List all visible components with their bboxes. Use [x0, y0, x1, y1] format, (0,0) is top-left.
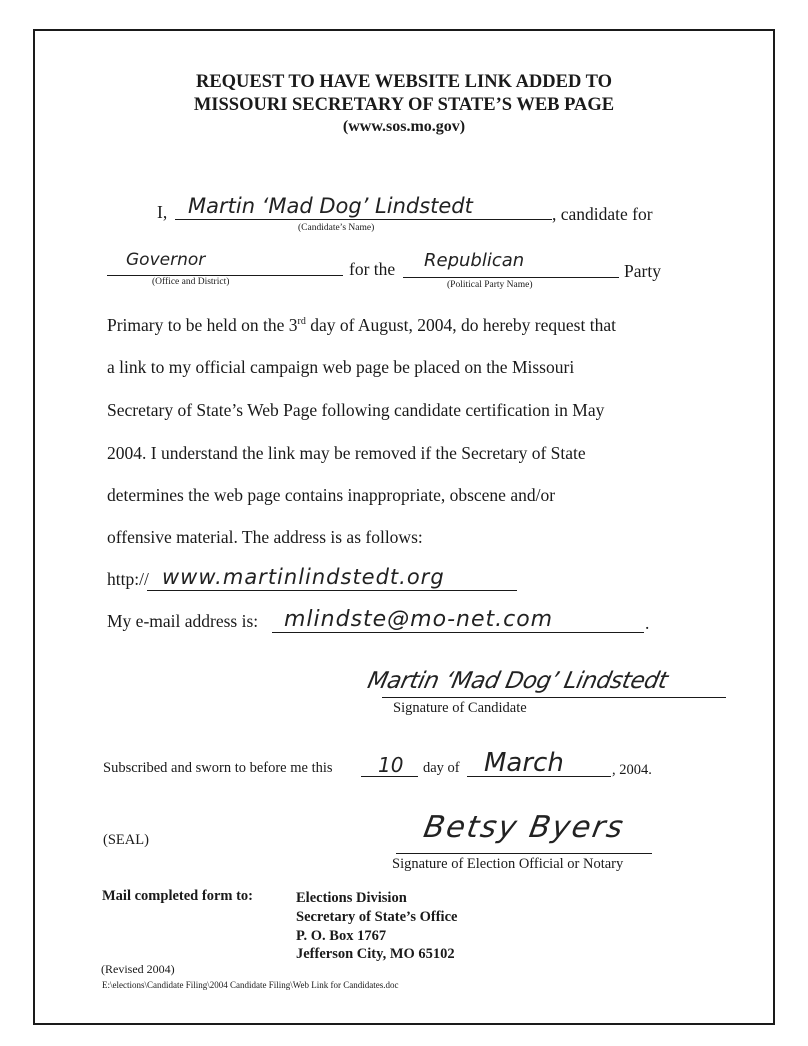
web-address-handwritten: www.martinlindstedt.org	[162, 565, 445, 589]
for-the-text: for the	[349, 259, 396, 279]
candidate-name-handwritten: Martin ‘Mad Dog’ Lindstedt	[188, 194, 473, 218]
form-site-url: (www.sos.mo.gov)	[342, 118, 466, 135]
sworn-text-a: Subscribed and sworn to before me this	[103, 760, 333, 776]
office-line	[107, 275, 343, 276]
web-prefix: http://	[107, 569, 149, 589]
sworn-day-handwritten: 10	[378, 753, 404, 777]
mail-line-2: Secretary of State’s Office	[296, 909, 458, 925]
paragraph-line-2: a link to my official campaign web page be placed on the Missouri	[107, 357, 575, 377]
email-period: .	[645, 613, 650, 633]
candidate-signature-line	[382, 697, 726, 698]
candidate-for-text: , candidate for	[552, 204, 653, 224]
party-line	[403, 277, 619, 278]
candidate-signature-handwritten: Martin ‘Mad Dog’ Lindstedt	[365, 668, 670, 694]
paragraph-line-3: Secretary of State’s Web Page following candidate certification in May	[107, 400, 605, 420]
mail-line-4: Jefferson City, MO 65102	[296, 946, 455, 962]
seal-label: (SEAL)	[103, 832, 149, 848]
party-word: Party	[624, 261, 661, 281]
candidate-prefix: I,	[157, 202, 168, 222]
paragraph-line-6: offensive material. The address is as follows:	[107, 527, 423, 547]
party-handwritten: Republican	[424, 250, 525, 271]
form-title-line1: REQUEST TO HAVE WEBSITE LINK ADDED TO	[195, 72, 613, 92]
office-caption: (Office and District)	[152, 277, 230, 287]
sworn-month-line	[467, 776, 611, 777]
official-signature-caption: Signature of Election Official or Notary	[392, 856, 624, 872]
candidate-name-caption: (Candidate’s Name)	[298, 223, 375, 233]
mail-line-1: Elections Division	[296, 890, 407, 906]
office-handwritten: Governor	[126, 250, 206, 270]
sworn-text-c: , 2004.	[612, 762, 652, 778]
revised-note: (Revised 2004)	[101, 962, 175, 976]
candidate-name-line	[175, 219, 552, 220]
email-label: My e-mail address is:	[107, 611, 259, 631]
sworn-day-line	[361, 776, 418, 777]
mail-label: Mail completed form to:	[102, 888, 253, 904]
mail-line-3: P. O. Box 1767	[296, 928, 387, 944]
file-path-note: E:\elections\Candidate Filing\2004 Candidate Filing\Web Link for Candidates.doc	[102, 980, 399, 990]
sworn-text-b: day of	[423, 760, 460, 776]
official-signature-line	[396, 853, 652, 854]
paragraph-line-5: determines the web page contains inappropriate, obscene and/or	[107, 485, 556, 505]
web-address-line	[147, 590, 517, 591]
paragraph-line-4: 2004. I understand the link may be removed if the Secretary of State	[107, 443, 586, 463]
party-caption: (Political Party Name)	[447, 280, 533, 290]
sworn-month-handwritten: March	[484, 748, 564, 778]
form-title-line2: MISSOURI SECRETARY OF STATE’S WEB PAGE	[193, 95, 615, 115]
email-address-handwritten: mlindste@mo-net.com	[284, 607, 554, 632]
paragraph-line-1: Primary to be held on the 3rd day of August, 2004, do hereby request that	[107, 315, 616, 335]
candidate-signature-caption: Signature of Candidate	[393, 700, 527, 716]
email-address-line	[272, 632, 644, 633]
official-signature-handwritten: Betsy Byers	[420, 810, 628, 845]
